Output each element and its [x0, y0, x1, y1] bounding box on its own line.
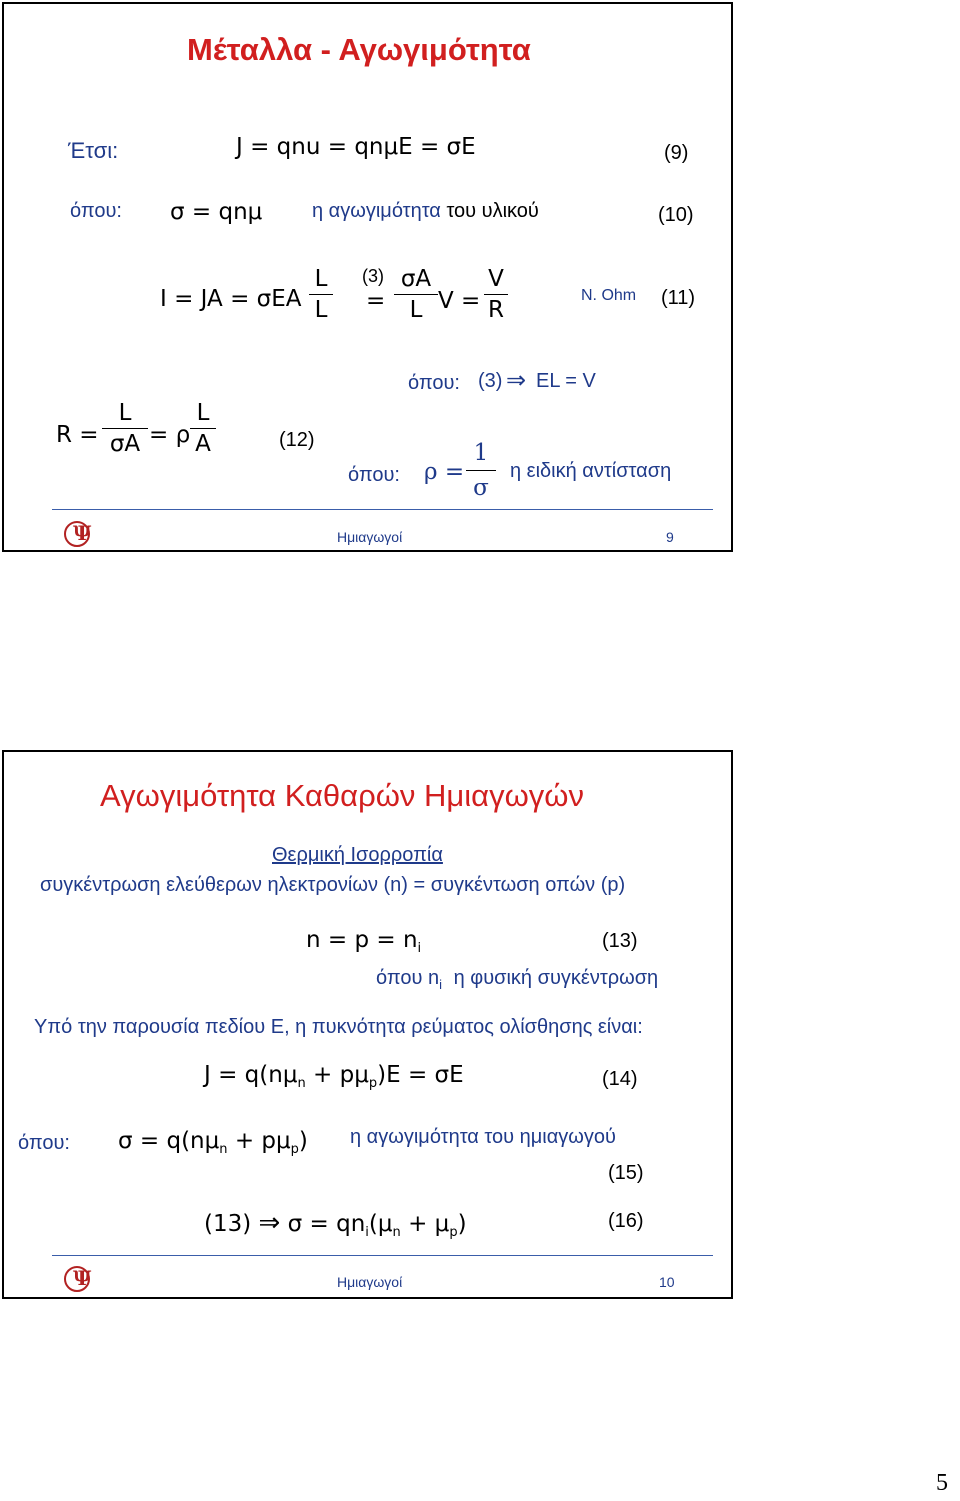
V-equals: V =	[438, 288, 481, 314]
fraction-V-over-R	[484, 266, 508, 323]
fraction-1-over-sigma	[466, 440, 496, 501]
slide-10	[2, 750, 733, 1299]
semiconductor-conductivity-description: η αγωγιμότητα του ημιαγωγού	[350, 1126, 616, 1148]
fraction-L-over-A	[190, 400, 216, 457]
eq15-part-c: )	[298, 1128, 308, 1154]
eq15-part-b: + pμ	[227, 1128, 291, 1154]
rho-equals: ρ =	[424, 459, 465, 485]
conductivity-term: η αγωγιμότητα	[312, 200, 441, 222]
etsi-label: Έτσι:	[68, 138, 119, 163]
fraction-line	[190, 428, 216, 429]
denominator: σ	[473, 475, 489, 501]
implies-arrow: ⇒	[506, 367, 527, 394]
equation-10: σ = qnμ	[170, 199, 263, 225]
equation-14	[204, 1062, 464, 1091]
el-equals-v: EL = V	[536, 370, 596, 392]
university-logo-icon	[62, 1264, 94, 1296]
equation-13-main: n = p = n	[306, 927, 418, 953]
equation-15-number: (15)	[608, 1162, 644, 1184]
opou-label: όπου:	[18, 1132, 70, 1154]
eq14-part-b: + pμ	[305, 1062, 369, 1088]
equation-10-number: (10)	[658, 204, 694, 226]
slide-title: Μέταλλα - Αγωγιμότητα	[187, 32, 531, 67]
footer-page: 9	[666, 529, 674, 545]
numerator: V	[488, 266, 504, 292]
equation-12-number: (12)	[279, 429, 315, 451]
fraction-line	[484, 294, 508, 295]
eq16-part-b: σ = qn	[287, 1211, 366, 1237]
numerator: L	[196, 400, 210, 426]
ni-term: όπου n	[376, 967, 440, 989]
resistivity-description: η ειδική αντίσταση	[510, 460, 672, 482]
fraction-sA-over-L	[394, 266, 438, 323]
denominator: σA	[109, 431, 141, 457]
equation-9-number: (9)	[664, 142, 689, 164]
subscript-p: p	[290, 1142, 299, 1157]
footer-divider	[52, 509, 713, 510]
opou-label-2: όπου:	[408, 372, 460, 394]
logo-mark: Ψ	[73, 521, 92, 545]
fraction-line	[394, 294, 438, 295]
equals-rho: = ρ	[149, 422, 191, 448]
denominator: L	[409, 297, 423, 323]
fraction-L-over-sA	[102, 400, 148, 457]
fraction-line	[309, 294, 333, 295]
equation-13-number: (13)	[602, 930, 638, 952]
page-number: 5	[936, 1470, 948, 1496]
fraction-line	[466, 470, 496, 471]
numerator: 1	[473, 440, 489, 466]
subscript-n: n	[219, 1142, 228, 1157]
equation-11-number: (11)	[661, 287, 696, 309]
intrinsic-concentration-description	[376, 967, 658, 992]
eq14-part-a: J = q(nμ	[204, 1062, 298, 1088]
eq16-ref: (13)	[204, 1211, 252, 1237]
implies-arrow: ⇒	[258, 1208, 281, 1238]
denominator: R	[488, 297, 504, 323]
university-logo-icon	[62, 519, 94, 551]
subscript-p: p	[368, 1076, 378, 1091]
subscript-i: i	[417, 941, 422, 956]
logo-mark: Ψ	[73, 1266, 92, 1290]
equation-15	[118, 1128, 308, 1157]
fraction-line	[102, 428, 148, 429]
subscript-i: i	[365, 1225, 369, 1240]
conductivity-description	[312, 200, 539, 223]
slide-title: Αγωγιμότητα Καθαρών Ημιαγωγών	[100, 778, 584, 813]
opou-label: όπου:	[70, 200, 122, 222]
subscript-n: n	[392, 1225, 401, 1240]
eq16-part-d: + μ	[400, 1211, 450, 1237]
material-term: του υλικού	[446, 200, 539, 222]
footer-text: Ημιαγωγοί	[337, 529, 403, 545]
subscript-n: n	[297, 1076, 306, 1091]
eq15-part-a: σ = q(nμ	[118, 1128, 220, 1154]
eq16-part-c: (μ	[368, 1211, 393, 1237]
R-equals: R =	[56, 422, 99, 448]
denominator: L	[314, 297, 328, 323]
footer-divider	[52, 1255, 713, 1256]
footer-page: 10	[659, 1274, 675, 1290]
fraction-L-over-L	[309, 266, 333, 323]
subscript-p: p	[449, 1225, 458, 1240]
subscript-i: i	[439, 977, 442, 992]
footer-text: Ημιαγωγοί	[337, 1274, 403, 1290]
ref-3: (3)	[362, 266, 384, 286]
eq14-part-c: )E = σE	[377, 1062, 464, 1088]
opou-label-3: όπου:	[348, 464, 400, 486]
drift-current-line: Υπό την παρουσία πεδίου Ε, η πυκνότητα ρεύματος ολίσθησης είναι:	[34, 1016, 643, 1038]
numerator: L	[118, 400, 132, 426]
ref-3-b: (3)	[478, 370, 503, 392]
equation-9: J = qnu = qnμE = σE	[236, 134, 476, 160]
ohm-law-label: N. Ohm	[581, 287, 637, 304]
subtitle: Θερμική Ισορροπία	[272, 844, 443, 866]
numerator: σA	[400, 266, 432, 292]
equation-13	[306, 927, 421, 956]
ni-description: η φυσική συγκέντρωση	[453, 967, 659, 989]
denominator: A	[195, 431, 211, 457]
equation-16	[204, 1208, 467, 1240]
numerator: L	[314, 266, 328, 292]
equation-16-number: (16)	[608, 1210, 644, 1232]
concentration-line: συγκέντρωση ελεύθερων ηλεκτρονίων (n) = συγκέντωση οπών (p)	[40, 874, 626, 896]
equation-11-left: I = JA = σEA	[160, 286, 302, 312]
equation-14-number: (14)	[602, 1068, 638, 1090]
slide-9	[2, 2, 733, 552]
equals-sign: =	[366, 288, 386, 314]
eq16-part-e: )	[457, 1211, 467, 1237]
